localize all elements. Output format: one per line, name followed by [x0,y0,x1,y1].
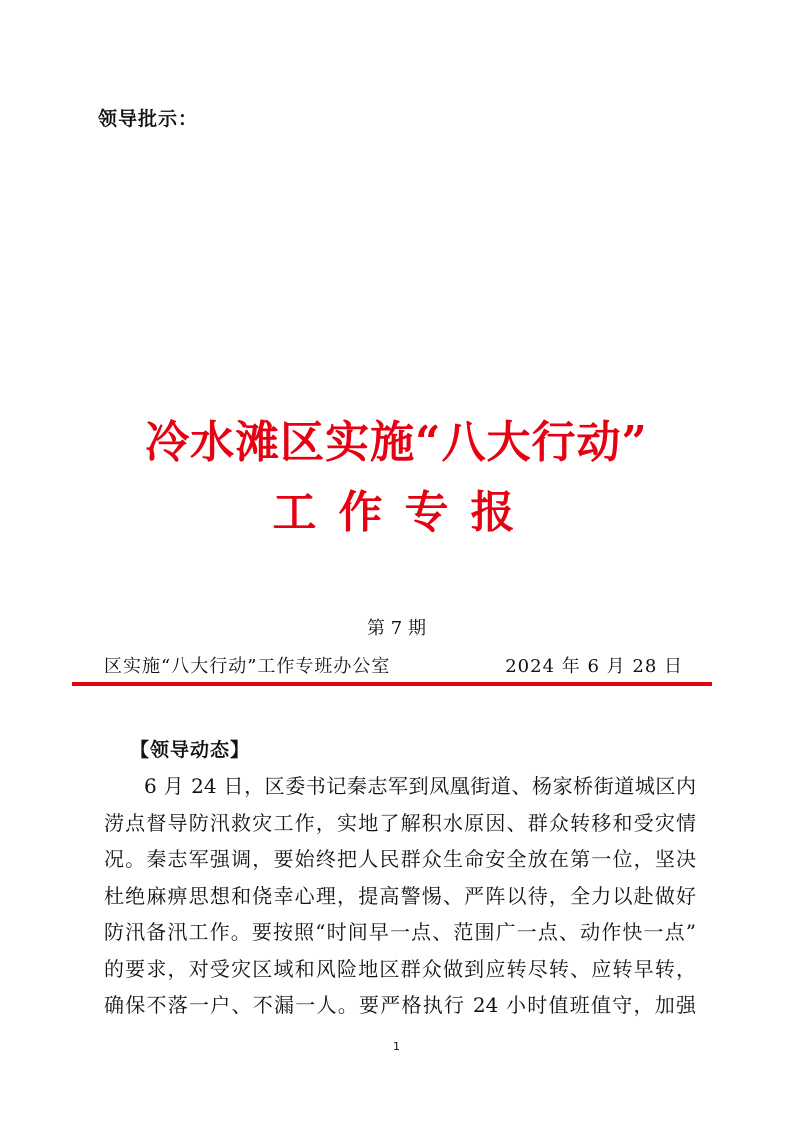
issuer-row [104,652,683,678]
masthead-title: 冷水滩区实施“八大行动” [145,417,648,468]
issue-date: 2024 年 6 月 28 日 [505,656,683,677]
body-line: 杜绝麻痹思想和侥幸心理，提高警惕、严阵以待，全力以赴做好 [104,883,696,908]
page-number: 1 [393,1040,400,1053]
body-line: 防汛备汛工作。要按照“时间早一点、范围广一点、动作快一点” [104,920,696,944]
body-paragraph [104,768,696,1024]
body-line: 况。秦志军强调，要始终把人民群众生命安全放在第一位，坚决 [104,847,696,871]
body-line: 涝点督导防汛救灾工作，实地了解积水原因、群众转移和受灾情 [104,810,696,835]
body-line: 的要求，对受灾区域和风险地区群众做到应转尽转、应转早转， [104,956,696,981]
body-line: 确保不落一户、不漏一人。要严格执行 24 小时值班值守，加强 [104,993,696,1017]
red-divider-rule [72,682,712,686]
masthead-subtitle: 工作专报 [272,487,537,538]
issue-number: 第 7 期 [367,618,426,639]
body-line: 6 月 24 日，区委书记秦志军到凤凰街道、杨家桥街道城区内 [144,774,696,798]
issuer-office: 区实施“八大行动”工作专班办公室 [104,656,391,677]
section-heading: 【领导动态】 [130,739,251,761]
leader-instruction-label: 领导批示： [98,108,199,130]
